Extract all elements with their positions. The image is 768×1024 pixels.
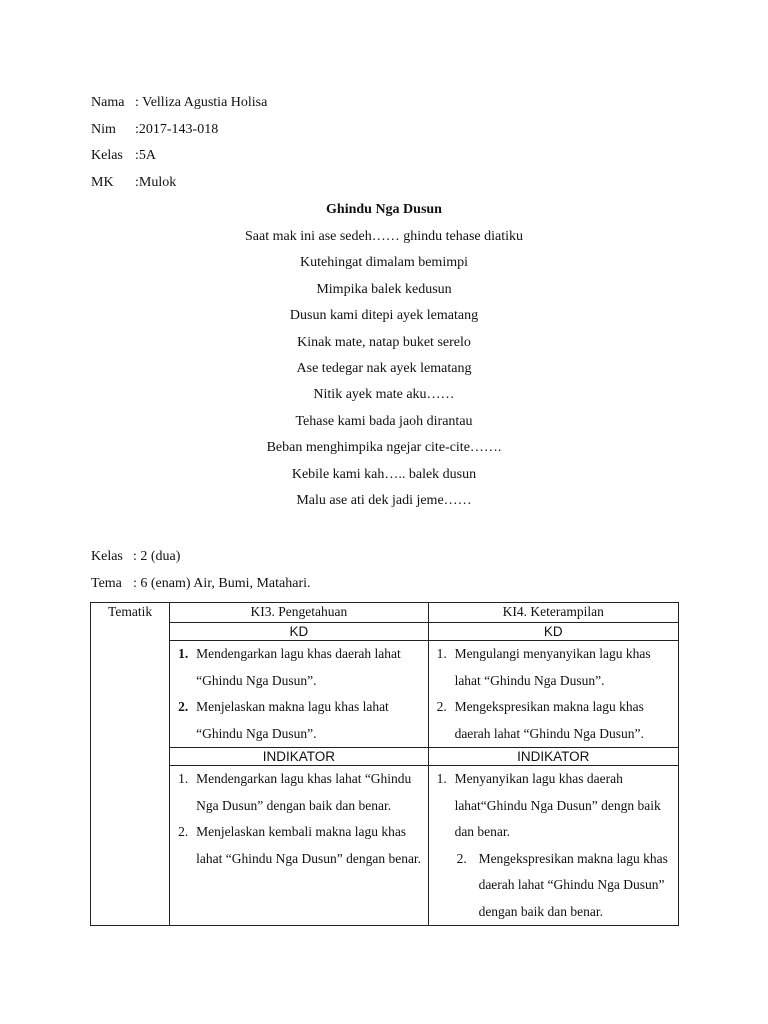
- lesson-tema-label: Tema: [91, 576, 122, 591]
- list-text: Mengulangi menyanyikan lagu khas lahat “Ghindu Nga Dusun”.: [454, 646, 651, 688]
- list-number: 2.: [456, 850, 467, 866]
- list-number: 2.: [436, 699, 447, 714]
- table-header-row: [91, 603, 679, 623]
- list-item: [170, 641, 427, 694]
- lesson-tema-value: : 6 (enam) Air, Bumi, Matahari.: [133, 576, 311, 591]
- list-item: [429, 694, 678, 747]
- kd-label-left: KD: [170, 623, 428, 641]
- poem-line: Ase tedegar nak ayek lematang: [296, 360, 472, 376]
- indikator-content-row: [91, 766, 679, 926]
- list-text: Mendengarkan lagu khas daerah lahat “Ghindu Nga Dusun”.: [196, 646, 401, 688]
- poem-line: Kebile kami kah….. balek dusun: [291, 466, 477, 482]
- ki4-header: KI4. Keterampilan: [428, 603, 678, 623]
- list-text: Menyanyikan lagu khas daerah lahat“Ghindu Nga Dusun” dengn baik dan benar.: [454, 771, 661, 839]
- poem-line: Kinak mate, natap buket serelo: [297, 334, 471, 350]
- list-text: Mengekspresikan makna lagu khas daerah lahat “Ghindu Nga Dusun”.: [454, 699, 644, 741]
- kd-left-cell: [170, 641, 428, 748]
- poem-line: Beban menghimpika ngejar cite-cite…….: [266, 440, 502, 456]
- indikator-left-cell: [170, 766, 428, 926]
- indikator-label-row: [91, 748, 679, 766]
- list-number: 1.: [436, 646, 447, 661]
- kd-right-cell: [428, 641, 678, 748]
- nim-label: Nim: [91, 122, 116, 137]
- list-item: [429, 766, 678, 846]
- mk-label: MK: [91, 175, 114, 190]
- lesson-kelas-value: : 2 (dua): [133, 549, 181, 564]
- poem-title: Ghindu Nga Dusun: [326, 202, 442, 217]
- kelas-value: :5A: [135, 148, 156, 163]
- mk-row: [91, 173, 176, 193]
- indikator-label-right: INDIKATOR: [428, 748, 678, 766]
- indikator-label-left: INDIKATOR: [170, 748, 428, 766]
- list-item: [429, 846, 678, 926]
- poem-line: Tehase kami bada jaoh dirantau: [295, 413, 473, 429]
- list-number: 2.: [178, 699, 189, 714]
- lesson-kelas-row: [91, 547, 180, 567]
- poem-line: Dusun kami ditepi ayek lematang: [289, 308, 479, 324]
- list-number: 1.: [436, 771, 447, 786]
- poem-line: Malu ase ati dek jadi jeme……: [296, 492, 472, 508]
- nama-label: Nama: [91, 95, 125, 110]
- kd-label-row: [91, 623, 679, 641]
- ki3-header: KI3. Pengetahuan: [170, 603, 428, 623]
- poem-line: Nitik ayek mate aku……: [313, 387, 455, 403]
- competency-table: [90, 602, 679, 926]
- kelas-label: Kelas: [91, 148, 123, 163]
- kelas-row: [91, 146, 156, 166]
- poem-line: Saat mak ini ase sedeh…… ghindu tehase diatiku: [245, 229, 523, 244]
- list-text: Mendengarkan lagu khas lahat “Ghindu Nga Dusun” dengan baik dan benar.: [196, 771, 412, 813]
- tematik-header: Tematik: [108, 604, 153, 619]
- list-item: [170, 766, 427, 819]
- poem-line: Kutehingat dimalam bemimpi: [300, 255, 468, 271]
- nim-row: [91, 120, 218, 140]
- lesson-kelas-label: Kelas: [91, 549, 123, 564]
- poem-line: Mimpika balek kedusun: [316, 281, 452, 297]
- nama-value: : Velliza Agustia Holisa: [135, 95, 268, 110]
- list-number: 1.: [178, 646, 189, 661]
- list-item: [429, 641, 678, 694]
- list-number: 2.: [178, 824, 189, 839]
- lesson-tema-row: [91, 574, 311, 594]
- kd-content-row: [91, 641, 679, 748]
- mk-value: :Mulok: [135, 175, 177, 190]
- nim-value: :2017-143-018: [135, 122, 219, 137]
- indikator-right-cell: [428, 766, 678, 926]
- nama-row: [91, 93, 267, 113]
- tematik-cell: [91, 603, 170, 926]
- list-text: Menjelaskan makna lagu khas lahat “Ghindu Nga Dusun”.: [196, 699, 389, 741]
- list-item: [170, 819, 427, 872]
- list-text: Menjelaskan kembali makna lagu khas lahat “Ghindu Nga Dusun” dengan benar.: [196, 824, 422, 866]
- poem: [0, 198, 768, 514]
- kd-label-right: KD: [428, 623, 678, 641]
- list-number: 1.: [178, 771, 189, 786]
- list-item: [170, 694, 427, 747]
- list-text: Mengekspresikan makna lagu khas daerah lahat “Ghindu Nga Dusun” dengan baik dan benar.: [478, 850, 668, 919]
